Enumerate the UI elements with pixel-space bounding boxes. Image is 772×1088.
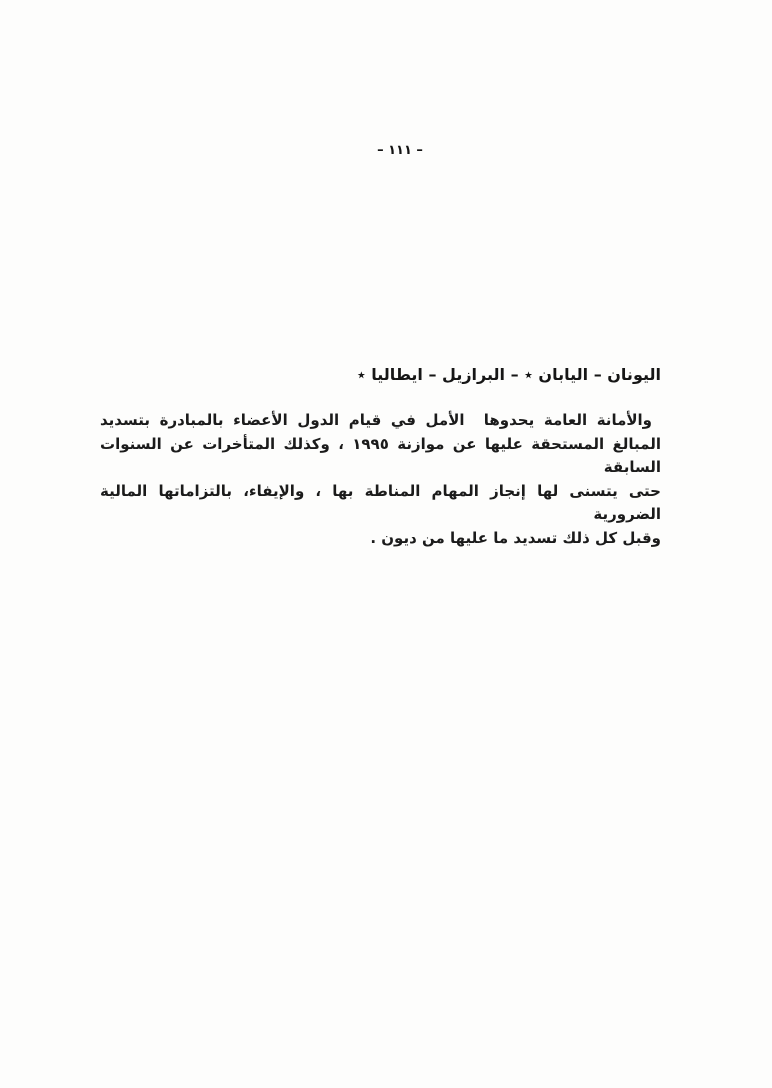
country-list-line: اليونان – اليابان ٭ – البرازيل – ايطاليا ٭ xyxy=(356,365,661,384)
paragraph-line: المبالغ المستحقة عليها عن موازنة ١٩٩٥ ، وكذلك المتأخرات عن السنوات السابقة xyxy=(100,434,661,476)
paragraph-line: حتى يتسنى لها إنجاز المهام المناطة بها ، والإيفاء، بالتزاماتها المالية الضرورية xyxy=(100,481,661,523)
paragraph-line: والأمانة العامة يحدوها الأمل في قيام الدول الأعضاء بالمبادرة بتسديد xyxy=(100,411,652,429)
paragraph-line: وقبل كل ذلك تسديد ما عليها من ديون . xyxy=(370,528,661,547)
page-number: – ١١١ – xyxy=(377,143,423,158)
body-paragraph xyxy=(100,409,661,550)
